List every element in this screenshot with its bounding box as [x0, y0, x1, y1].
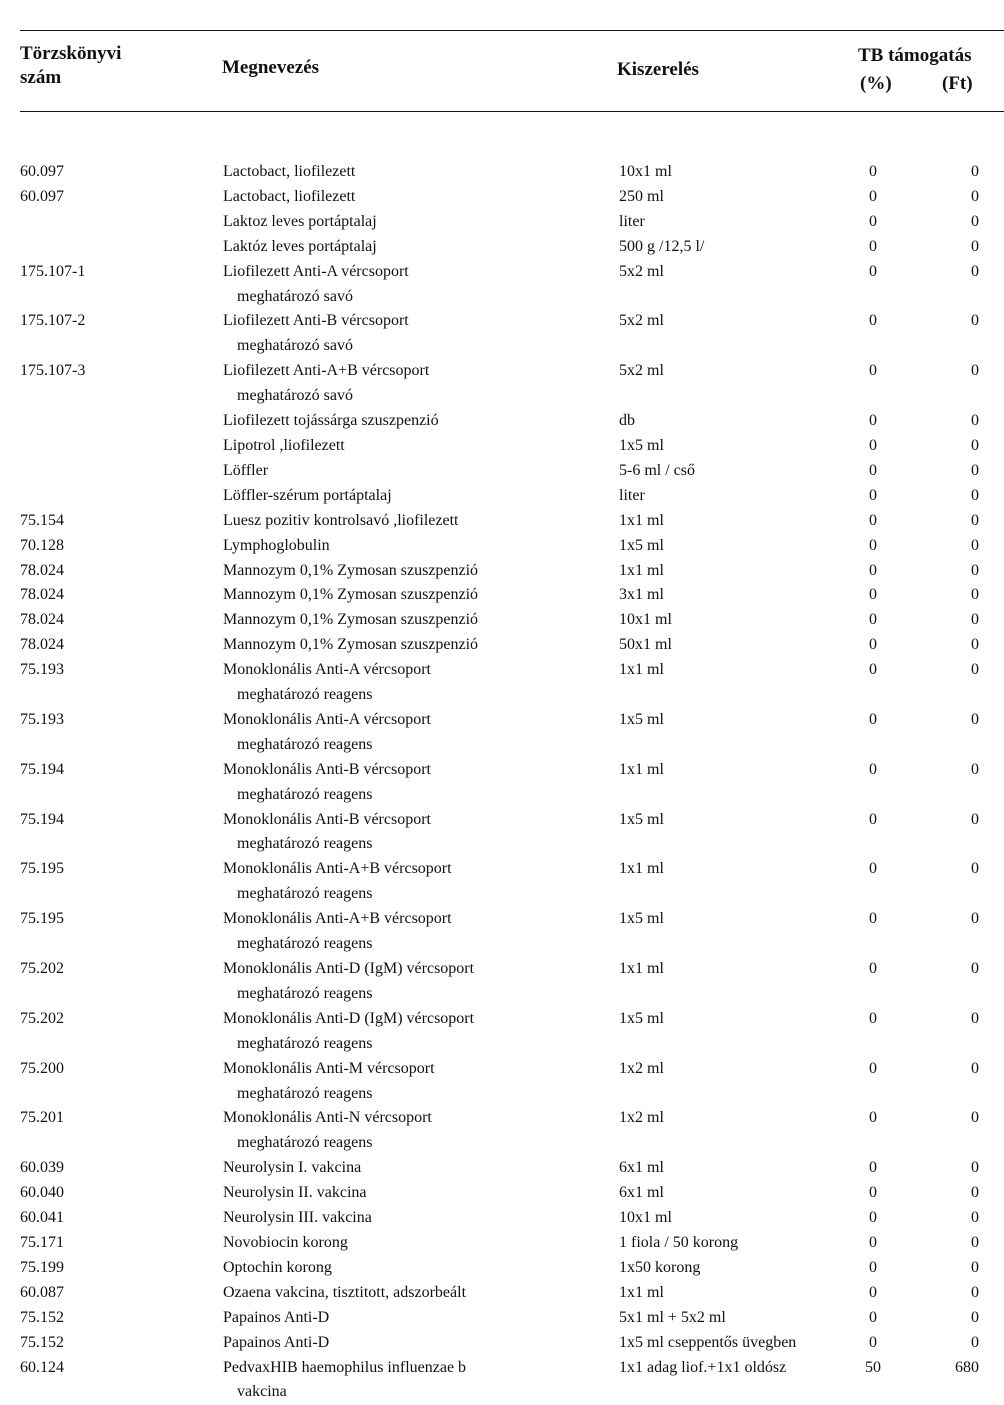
cell-name: [201, 1306, 599, 1331]
cell-support-percent: 0: [828, 658, 918, 683]
cell-support-percent: 0: [828, 1306, 918, 1331]
cell-packaging: 250 ml: [599, 185, 828, 210]
header-forint: (Ft): [942, 72, 973, 96]
cell-name-line: Löffler: [223, 462, 268, 479]
cell-support-forint: 0: [918, 235, 998, 260]
cell-registration-number: 175.107-3: [0, 359, 201, 384]
cell-name-continuation: meghatározó reagens: [223, 683, 599, 708]
cell-support-forint: 0: [918, 509, 998, 534]
cell-name-line: Novobiocin korong: [223, 1234, 348, 1251]
cell-support-forint: 0: [918, 708, 998, 733]
table-row: [0, 160, 1004, 185]
table-row: [0, 260, 1004, 310]
cell-name-line: Monoklonális Anti-A+B vércsoport: [223, 910, 452, 927]
cell-name: [201, 907, 599, 957]
cell-name: [201, 309, 599, 359]
cell-support-percent: 0: [828, 1181, 918, 1206]
cell-name-line: Neurolysin II. vakcina: [223, 1184, 367, 1201]
cell-name-line: Mannozym 0,1% Zymosan szuszpenzió: [223, 586, 478, 603]
cell-name: [201, 509, 599, 534]
cell-support-forint: 0: [918, 459, 998, 484]
cell-support-forint: 0: [918, 857, 998, 882]
cell-name: [201, 484, 599, 509]
cell-support-forint: 0: [918, 808, 998, 833]
cell-support-percent: 0: [828, 534, 918, 559]
cell-name-line: Liofilezett Anti-A vércsoport: [223, 263, 409, 280]
table-row: [0, 1256, 1004, 1281]
cell-registration-number: 75.200: [0, 1057, 201, 1082]
cell-packaging: 50x1 ml: [599, 633, 828, 658]
cell-support-forint: 0: [918, 583, 998, 608]
cell-name: [201, 633, 599, 658]
table-row: [0, 1231, 1004, 1256]
table-row: [0, 1007, 1004, 1057]
cell-registration-number: 175.107-2: [0, 309, 201, 334]
table-row: [0, 1206, 1004, 1231]
cell-name-line: Mannozym 0,1% Zymosan szuszpenzió: [223, 562, 478, 579]
header-percent: (%): [860, 72, 892, 96]
table-row: [0, 583, 1004, 608]
cell-name: [201, 1057, 599, 1107]
cell-support-forint: 0: [918, 1106, 998, 1131]
cell-packaging: 1x2 ml: [599, 1057, 828, 1082]
table-row: [0, 857, 1004, 907]
cell-name: [201, 1331, 599, 1356]
cell-support-forint: 0: [918, 1206, 998, 1231]
table-row: [0, 309, 1004, 359]
cell-name-continuation: vakcina: [223, 1380, 599, 1405]
cell-support-percent: 0: [828, 608, 918, 633]
header-tb-support: TB támogatás: [858, 44, 971, 68]
cell-name-line: Laktoz leves portáptalaj: [223, 213, 377, 230]
cell-name-line: Mannozym 0,1% Zymosan szuszpenzió: [223, 611, 478, 628]
cell-support-percent: 0: [828, 559, 918, 584]
cell-packaging: 1x1 ml: [599, 559, 828, 584]
cell-packaging: 1x5 ml: [599, 1007, 828, 1032]
cell-support-percent: 50: [828, 1356, 918, 1381]
cell-packaging: 10x1 ml: [599, 608, 828, 633]
cell-name-line: Monoklonális Anti-A vércsoport: [223, 711, 431, 728]
cell-name-continuation: meghatározó reagens: [223, 783, 599, 808]
cell-registration-number: 60.040: [0, 1181, 201, 1206]
cell-packaging: 10x1 ml: [599, 160, 828, 185]
table-row: [0, 509, 1004, 534]
cell-registration-number: 175.107-1: [0, 260, 201, 285]
cell-name: [201, 583, 599, 608]
table-row: [0, 758, 1004, 808]
cell-registration-number: 75.201: [0, 1106, 201, 1131]
cell-name: [201, 658, 599, 708]
cell-registration-number: 60.039: [0, 1156, 201, 1181]
table-row: [0, 708, 1004, 758]
cell-support-percent: 0: [828, 708, 918, 733]
cell-name-line: Monoklonális Anti-B vércsoport: [223, 811, 431, 828]
cell-name: [201, 1356, 599, 1405]
cell-support-percent: 0: [828, 1057, 918, 1082]
header-registration-label-2: szám: [20, 66, 121, 90]
cell-name-continuation: meghatározó savó: [223, 285, 599, 310]
cell-registration-number: 75.202: [0, 957, 201, 982]
cell-name: [201, 534, 599, 559]
cell-packaging: 1x5 ml: [599, 808, 828, 833]
cell-packaging: 1 fiola / 50 korong: [599, 1231, 828, 1256]
table-row: [0, 808, 1004, 858]
cell-name-line: Ozaena vakcina, tisztitott, adszorbeált: [223, 1284, 466, 1301]
cell-packaging: 1x5 ml: [599, 534, 828, 559]
cell-support-forint: 0: [918, 1331, 998, 1356]
cell-name: [201, 559, 599, 584]
cell-packaging: 1x5 ml cseppentős üvegben: [599, 1331, 828, 1356]
cell-registration-number: 78.024: [0, 608, 201, 633]
cell-registration-number: 78.024: [0, 633, 201, 658]
table-row: [0, 459, 1004, 484]
cell-support-forint: 0: [918, 758, 998, 783]
cell-packaging: 1x1 ml: [599, 658, 828, 683]
cell-packaging: 5x2 ml: [599, 309, 828, 334]
cell-support-forint: 0: [918, 484, 998, 509]
cell-name-continuation: meghatározó reagens: [223, 733, 599, 758]
cell-support-percent: 0: [828, 309, 918, 334]
table-row: [0, 409, 1004, 434]
cell-name-continuation: meghatározó reagens: [223, 1082, 599, 1107]
cell-name-line: Monoklonális Anti-D (IgM) vércsoport: [223, 1010, 474, 1027]
cell-packaging: 1x5 ml: [599, 907, 828, 932]
cell-support-forint: 0: [918, 1007, 998, 1032]
cell-support-forint: 0: [918, 534, 998, 559]
cell-name-line: Monoklonális Anti-A vércsoport: [223, 661, 431, 678]
table-row: [0, 534, 1004, 559]
cell-packaging: 1x5 ml: [599, 708, 828, 733]
cell-name-line: Lymphoglobulin: [223, 537, 330, 554]
cell-packaging: 6x1 ml: [599, 1156, 828, 1181]
cell-support-percent: 0: [828, 1007, 918, 1032]
table-row: [0, 484, 1004, 509]
cell-support-percent: 0: [828, 1106, 918, 1131]
cell-support-forint: 0: [918, 1281, 998, 1306]
table-row: [0, 1356, 1004, 1405]
cell-support-forint: 0: [918, 1057, 998, 1082]
table-row: [0, 210, 1004, 235]
cell-name: [201, 1256, 599, 1281]
cell-name: [201, 957, 599, 1007]
cell-registration-number: 75.154: [0, 509, 201, 534]
cell-name: [201, 1206, 599, 1231]
cell-packaging: 5x2 ml: [599, 359, 828, 384]
table-row: [0, 1156, 1004, 1181]
cell-name-continuation: meghatározó reagens: [223, 1032, 599, 1057]
cell-registration-number: 60.087: [0, 1281, 201, 1306]
cell-name-line: Papainos Anti-D: [223, 1334, 329, 1351]
cell-registration-number: 60.097: [0, 185, 201, 210]
cell-support-percent: 0: [828, 1231, 918, 1256]
cell-support-forint: 0: [918, 260, 998, 285]
cell-name-continuation: meghatározó reagens: [223, 832, 599, 857]
table-row: [0, 907, 1004, 957]
table-row: [0, 633, 1004, 658]
table-body: [0, 160, 1004, 1405]
cell-packaging: 500 g /12,5 l/: [599, 235, 828, 260]
cell-packaging: 5-6 ml / cső: [599, 459, 828, 484]
cell-support-forint: 0: [918, 359, 998, 384]
table-row: [0, 559, 1004, 584]
cell-packaging: 1x1 ml: [599, 1281, 828, 1306]
table-row: [0, 658, 1004, 708]
cell-name-line: Lactobact, liofilezett: [223, 188, 355, 205]
cell-packaging: 1x5 ml: [599, 434, 828, 459]
table-row: [0, 185, 1004, 210]
cell-name-line: Monoklonális Anti-B vércsoport: [223, 761, 431, 778]
cell-registration-number: 75.152: [0, 1306, 201, 1331]
cell-name-line: Lactobact, liofilezett: [223, 163, 355, 180]
cell-packaging: 1x1 ml: [599, 957, 828, 982]
cell-name-line: Liofilezett Anti-B vércsoport: [223, 312, 409, 329]
table-row: [0, 608, 1004, 633]
cell-packaging: db: [599, 409, 828, 434]
top-rule: [20, 30, 1004, 31]
cell-support-forint: 0: [918, 210, 998, 235]
cell-packaging: 1x2 ml: [599, 1106, 828, 1131]
table-row: [0, 957, 1004, 1007]
cell-name: [201, 708, 599, 758]
cell-name-line: Monoklonális Anti-A+B vércsoport: [223, 860, 452, 877]
cell-name-line: Mannozym 0,1% Zymosan szuszpenzió: [223, 636, 478, 653]
cell-name-line: Optochin korong: [223, 1259, 332, 1276]
cell-support-forint: 0: [918, 658, 998, 683]
cell-name-continuation: meghatározó reagens: [223, 982, 599, 1007]
cell-packaging: 1x1 ml: [599, 758, 828, 783]
cell-name: [201, 1106, 599, 1156]
cell-support-percent: 0: [828, 808, 918, 833]
cell-support-percent: 0: [828, 210, 918, 235]
cell-support-forint: 0: [918, 185, 998, 210]
cell-registration-number: 78.024: [0, 583, 201, 608]
cell-support-forint: 0: [918, 608, 998, 633]
cell-packaging: 10x1 ml: [599, 1206, 828, 1231]
cell-name: [201, 1156, 599, 1181]
cell-packaging: liter: [599, 484, 828, 509]
cell-support-forint: 0: [918, 633, 998, 658]
cell-name: [201, 210, 599, 235]
cell-support-percent: 0: [828, 1331, 918, 1356]
cell-registration-number: 75.171: [0, 1231, 201, 1256]
cell-name: [201, 857, 599, 907]
cell-packaging: 1x1 ml: [599, 509, 828, 534]
cell-support-percent: 0: [828, 633, 918, 658]
cell-packaging: 6x1 ml: [599, 1181, 828, 1206]
cell-name-line: Monoklonális Anti-N vércsoport: [223, 1109, 432, 1126]
cell-name: [201, 260, 599, 310]
cell-packaging: 1x1 ml: [599, 857, 828, 882]
cell-packaging: liter: [599, 210, 828, 235]
cell-packaging: 5x1 ml + 5x2 ml: [599, 1306, 828, 1331]
cell-name-line: Neurolysin I. vakcina: [223, 1159, 361, 1176]
cell-name-line: Monoklonális Anti-D (IgM) vércsoport: [223, 960, 474, 977]
cell-name: [201, 608, 599, 633]
cell-name: [201, 359, 599, 409]
table-row: [0, 434, 1004, 459]
cell-support-forint: 0: [918, 1231, 998, 1256]
cell-registration-number: 70.128: [0, 534, 201, 559]
cell-name: [201, 1231, 599, 1256]
cell-packaging: 3x1 ml: [599, 583, 828, 608]
cell-support-percent: 0: [828, 409, 918, 434]
cell-support-forint: 0: [918, 957, 998, 982]
cell-support-percent: 0: [828, 359, 918, 384]
cell-registration-number: 75.194: [0, 808, 201, 833]
cell-support-forint: 680: [918, 1356, 998, 1381]
cell-name-continuation: meghatározó reagens: [223, 932, 599, 957]
cell-support-percent: 0: [828, 185, 918, 210]
cell-support-forint: 0: [918, 160, 998, 185]
table-row: [0, 359, 1004, 409]
cell-support-percent: 0: [828, 907, 918, 932]
cell-support-percent: 0: [828, 235, 918, 260]
cell-support-percent: 0: [828, 160, 918, 185]
cell-name: [201, 409, 599, 434]
cell-name-continuation: meghatározó reagens: [223, 1131, 599, 1156]
cell-name: [201, 1281, 599, 1306]
cell-support-forint: 0: [918, 1156, 998, 1181]
table-row: [0, 1281, 1004, 1306]
cell-support-percent: 0: [828, 434, 918, 459]
cell-support-percent: 0: [828, 1256, 918, 1281]
cell-support-percent: 0: [828, 459, 918, 484]
cell-support-percent: 0: [828, 583, 918, 608]
table-row: [0, 235, 1004, 260]
cell-name: [201, 758, 599, 808]
cell-name: [201, 185, 599, 210]
cell-name-line: Löffler-szérum portáptalaj: [223, 487, 392, 504]
header-bottom-rule: [20, 111, 1004, 112]
cell-support-percent: 0: [828, 484, 918, 509]
cell-registration-number: 75.195: [0, 907, 201, 932]
cell-name: [201, 1007, 599, 1057]
cell-support-percent: 0: [828, 957, 918, 982]
cell-support-percent: 0: [828, 260, 918, 285]
header-name: Megnevezés: [222, 56, 319, 80]
cell-registration-number: 75.202: [0, 1007, 201, 1032]
cell-support-forint: 0: [918, 409, 998, 434]
cell-support-percent: 0: [828, 1156, 918, 1181]
cell-name-line: PedvaxHIB haemophilus influenzae b: [223, 1359, 466, 1376]
cell-support-percent: 0: [828, 1206, 918, 1231]
cell-name: [201, 808, 599, 858]
cell-name: [201, 434, 599, 459]
cell-support-forint: 0: [918, 907, 998, 932]
header-registration-number: [20, 42, 121, 90]
cell-name: [201, 160, 599, 185]
cell-name-continuation: meghatározó savó: [223, 334, 599, 359]
cell-name-line: Luesz pozitiv kontrolsavó ,liofilezett: [223, 512, 459, 529]
cell-registration-number: 75.193: [0, 658, 201, 683]
cell-registration-number: 75.193: [0, 708, 201, 733]
cell-name-line: Monoklonális Anti-M vércsoport: [223, 1060, 435, 1077]
cell-name-line: Liofilezett Anti-A+B vércsoport: [223, 362, 429, 379]
header-packaging: Kiszerelés: [617, 58, 699, 82]
table-row: [0, 1331, 1004, 1356]
cell-registration-number: 75.195: [0, 857, 201, 882]
cell-support-percent: 0: [828, 1281, 918, 1306]
cell-support-forint: 0: [918, 434, 998, 459]
cell-support-forint: 0: [918, 1306, 998, 1331]
cell-name-continuation: meghatározó savó: [223, 384, 599, 409]
cell-name-line: Laktóz leves portáptalaj: [223, 238, 377, 255]
cell-name-continuation: meghatározó reagens: [223, 882, 599, 907]
cell-registration-number: 60.041: [0, 1206, 201, 1231]
cell-registration-number: 60.124: [0, 1356, 201, 1381]
table-row: [0, 1057, 1004, 1107]
cell-support-percent: 0: [828, 857, 918, 882]
cell-support-forint: 0: [918, 1256, 998, 1281]
cell-name-line: Liofilezett tojássárga szuszpenzió: [223, 412, 439, 429]
cell-support-percent: 0: [828, 758, 918, 783]
cell-registration-number: 60.097: [0, 160, 201, 185]
cell-name-line: Papainos Anti-D: [223, 1309, 329, 1326]
cell-support-forint: 0: [918, 309, 998, 334]
cell-name-line: Neurolysin III. vakcina: [223, 1209, 372, 1226]
cell-support-forint: 0: [918, 559, 998, 584]
cell-packaging: 1x1 adag liof.+1x1 oldósz: [599, 1356, 828, 1381]
cell-registration-number: 78.024: [0, 559, 201, 584]
table-row: [0, 1181, 1004, 1206]
cell-registration-number: 75.199: [0, 1256, 201, 1281]
cell-packaging: 1x50 korong: [599, 1256, 828, 1281]
table-row: [0, 1306, 1004, 1331]
cell-name: [201, 235, 599, 260]
cell-name: [201, 459, 599, 484]
cell-packaging: 5x2 ml: [599, 260, 828, 285]
table-row: [0, 1106, 1004, 1156]
cell-support-forint: 0: [918, 1181, 998, 1206]
cell-support-percent: 0: [828, 509, 918, 534]
header-registration-label: Törzskönyvi: [20, 42, 121, 66]
cell-name: [201, 1181, 599, 1206]
cell-registration-number: 75.152: [0, 1331, 201, 1356]
cell-name-line: Lipotrol ,liofilezett: [223, 437, 345, 454]
cell-registration-number: 75.194: [0, 758, 201, 783]
